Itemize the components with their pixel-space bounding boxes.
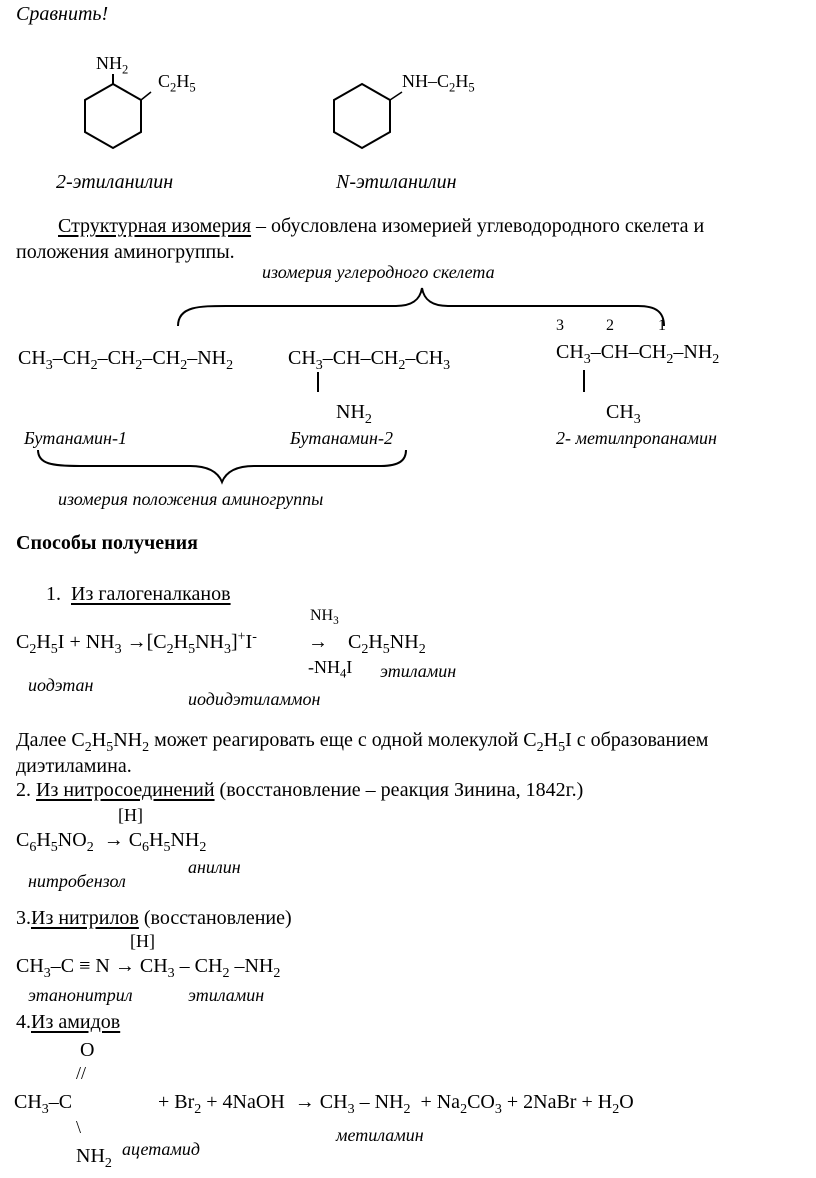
m4-product-name: метиламин: [336, 1125, 424, 1145]
m2-rest: (восстановление – реакция Зинина, 1842г.): [214, 779, 584, 801]
m4-ch3c: $CH_3-C$: [14, 1091, 73, 1117]
m1-reactant-name: иодэтан: [28, 675, 94, 695]
m1-name: 2-этиланилин: [56, 171, 174, 193]
m1-reagent-above: $NH_3$: [310, 607, 339, 628]
m1-note-line2: диэтиламина.: [16, 755, 132, 777]
methylpropanamine-methyl: $CH_3$: [606, 401, 641, 427]
m3-equation: $CH_3-C \equiv N \to CH_3 - CH_2$ $-NH_2$: [16, 955, 281, 981]
name-butanamine-2: Бутанамин-2: [290, 428, 393, 448]
m2-reactant-name: нитробензол: [28, 871, 126, 891]
m2-condition: [H]: [118, 805, 143, 825]
m1-arrow: →: [308, 631, 328, 653]
skeleton-label: изомерия углеродного скелета: [262, 262, 495, 282]
butanamine-2-amino: $NH_2$: [336, 401, 372, 427]
m4-oxygen: O: [80, 1039, 95, 1061]
m1-salt-name: иодидэтиламмон: [188, 689, 321, 709]
m2-title: Из нитросоединений: [36, 779, 215, 801]
m1-ethyl-group: $C_2H_5$: [158, 71, 196, 95]
m1-note-line1: Далее $C_2H_5NH_2$ может реагировать еще с одной молекулой $C_2H_5I$ с образованием: [16, 729, 709, 755]
skeleton-brace: [178, 288, 664, 326]
m3-number: 3.: [16, 907, 31, 929]
butanamine-2-formula: $CH_3-CH-CH_2-CH_3$: [288, 347, 451, 373]
structural-term: Структурная изомерия: [58, 215, 252, 237]
butanamine-1-formula: $CH_3-CH_2-CH_2-CH_2-NH_2$: [18, 347, 234, 373]
methods-heading: Способы получения: [16, 532, 198, 554]
c3-num-1: 1: [658, 317, 666, 334]
m4-single-bond: \: [76, 1117, 82, 1137]
m4-title-line: [16, 1012, 120, 1032]
m3-title-line: [16, 908, 292, 928]
c3-num-3: 3: [556, 317, 564, 334]
m2-equation: $C_6H_5NO_2 \to C_6H_5NH_2$: [16, 829, 207, 855]
name-methylpropanamine: 2- метилпропанамин: [556, 428, 717, 448]
m2-amino-bond: [390, 92, 402, 100]
m1-product: $C_2H_5NH_2$: [348, 631, 426, 657]
position-brace: [38, 450, 406, 482]
m4-title: Из амидов: [31, 1011, 121, 1033]
m3-title: Из нитрилов: [31, 907, 139, 929]
m4-double-bond: //: [76, 1063, 87, 1083]
m4-amide-nh2: $NH_2$: [76, 1145, 112, 1171]
m3-rest: (восстановление): [138, 907, 292, 929]
m1-ethyl-bond: [141, 92, 151, 100]
m2-number: 2.: [16, 779, 31, 801]
structural-rest: – обусловлена изомерией углеводородного скелета и: [251, 215, 705, 237]
m4-reactant-name: ацетамид: [122, 1139, 201, 1159]
m1-title: Из галогеналканов: [71, 583, 231, 605]
m3-product-name: этиламин: [188, 985, 265, 1005]
m3-condition: [H]: [130, 931, 155, 951]
m1-byproduct: $-NH_4I$: [308, 657, 353, 681]
m1-equation: $C_2H_5I + NH_3 \to[C_2H_5NH_3]^+I^-$: [16, 629, 257, 657]
m3-reactant-name: этанонитрил: [28, 985, 133, 1005]
m2-name: N-этиланилин: [336, 171, 457, 193]
m2-product-name: анилин: [188, 857, 241, 877]
m1-product-name: этиламин: [380, 661, 457, 681]
position-label: изомерия положения аминогруппы: [58, 489, 324, 509]
name-butanamine-1: Бутанамин-1: [24, 428, 127, 448]
benzene-ring-2: [334, 84, 390, 148]
benzene-ring-1: [85, 84, 141, 148]
m2-group: $NH-C_2H_5$: [402, 71, 475, 95]
m1-amino-group: $NH_2$: [96, 53, 129, 77]
m1-title-line: [46, 584, 231, 604]
compare-title: Сравнить!: [16, 3, 109, 25]
m4-equation: + $Br_2$ + 4NaOH → $CH_3 - NH_2 + Na_2CO_3$ + 2NaBr + $H_2O$: [158, 1091, 634, 1117]
m1-number: 1.: [46, 583, 61, 605]
m2-title-line: [16, 780, 583, 800]
methylpropanamine-formula: $CH_3-CH-CH_2-NH_2$: [556, 341, 720, 367]
c3-num-2: 2: [606, 317, 614, 334]
m4-number: 4.: [16, 1011, 31, 1033]
structural-line2: положения аминогруппы.: [16, 241, 235, 263]
structural-line1: [58, 216, 704, 236]
